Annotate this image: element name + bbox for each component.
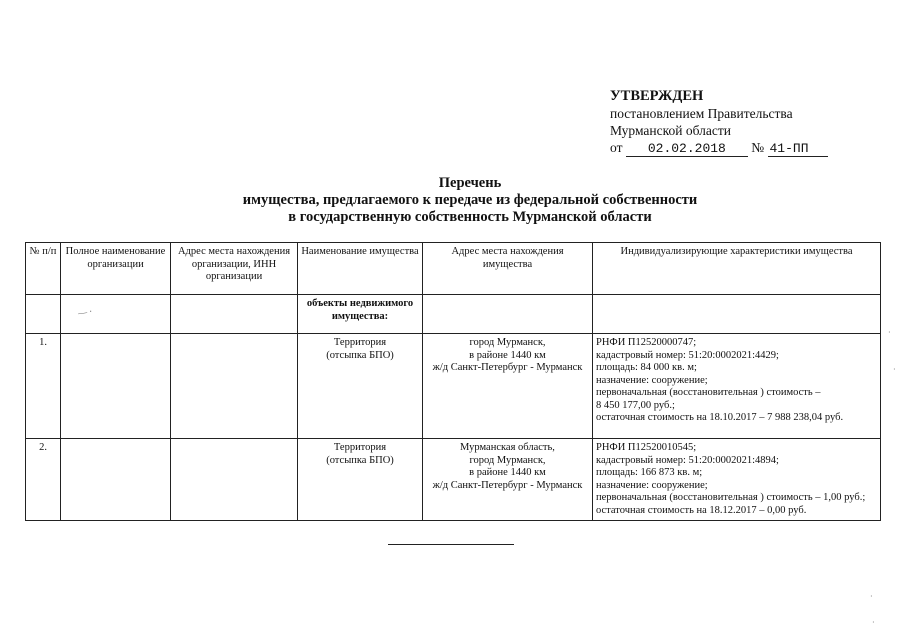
number-prefix: № xyxy=(751,140,765,155)
property-characteristics: РНФИ П12520010545; кадастровый номер: 51:20:0002021:4894; площадь: 166 873 кв. м; назначение: сооружение; первоначальная (восстановительная ) стоимость – 1,00 руб.; остаточная стоимость на 18.12.2017 – 0,00 руб. xyxy=(593,439,881,521)
table-header-row xyxy=(26,243,881,295)
header-characteristics: Индивидуализирующие характеристики имущества xyxy=(593,243,881,295)
approval-heading: УТВЕРЖДЕН xyxy=(610,88,704,104)
approval-number: 41-ПП xyxy=(768,142,828,157)
approval-block xyxy=(610,88,828,157)
scan-speck: · xyxy=(872,618,875,627)
property-name: Территория (отсыпка БПО) xyxy=(298,334,423,439)
category-label: объекты недвижимого имущества: xyxy=(298,295,423,334)
approval-line-1: постановлением Правительства xyxy=(610,106,793,121)
scan-speck: · xyxy=(893,365,896,374)
header-property-address: Адрес места нахождения имущества xyxy=(423,243,593,295)
property-address: Мурманская область, город Мурманск, в районе 1440 км ж/д Санкт-Петербург - Мурманск xyxy=(423,439,593,521)
pen-mark: — · xyxy=(77,306,93,318)
table-row xyxy=(26,439,881,521)
property-table xyxy=(25,242,881,521)
end-separator-line xyxy=(388,544,514,545)
scan-speck: · xyxy=(888,328,891,337)
category-row xyxy=(26,295,881,334)
approval-date: 02.02.2018 xyxy=(626,142,748,157)
title-line-3: в государственную собственность Мурманской области xyxy=(288,209,652,225)
header-number: № п/п xyxy=(26,243,61,295)
scan-speck: · xyxy=(870,592,873,601)
approval-line-2: Мурманской области xyxy=(610,123,731,138)
property-name: Территория (отсыпка БПО) xyxy=(298,439,423,521)
document-title xyxy=(0,175,905,226)
table-row xyxy=(26,334,881,439)
date-prefix: от xyxy=(610,140,623,155)
approval-date-line xyxy=(610,139,828,157)
title-line-1: Перечень xyxy=(438,175,502,191)
header-org-name: Полное наименование организации xyxy=(61,243,171,295)
row-number: 1. xyxy=(26,334,61,439)
header-org-address: Адрес места нахождения организации, ИНН организации xyxy=(171,243,298,295)
header-property-name: Наименование имущества xyxy=(298,243,423,295)
row-number: 2. xyxy=(26,439,61,521)
property-characteristics: РНФИ П12520000747; кадастровый номер: 51:20:0002021:4429; площадь: 84 000 кв. м; назначение: сооружение; первоначальная (восстановительная ) стоимость – 8 450 177,00 руб.; остаточная стоимость на 18.10.2017 – 7 988 238,04 руб. xyxy=(593,334,881,439)
property-address: город Мурманск, в районе 1440 км ж/д Санкт-Петербург - Мурманск xyxy=(423,334,593,439)
title-line-2: имущества, предлагаемого к передаче из федеральной собственности xyxy=(242,192,698,208)
